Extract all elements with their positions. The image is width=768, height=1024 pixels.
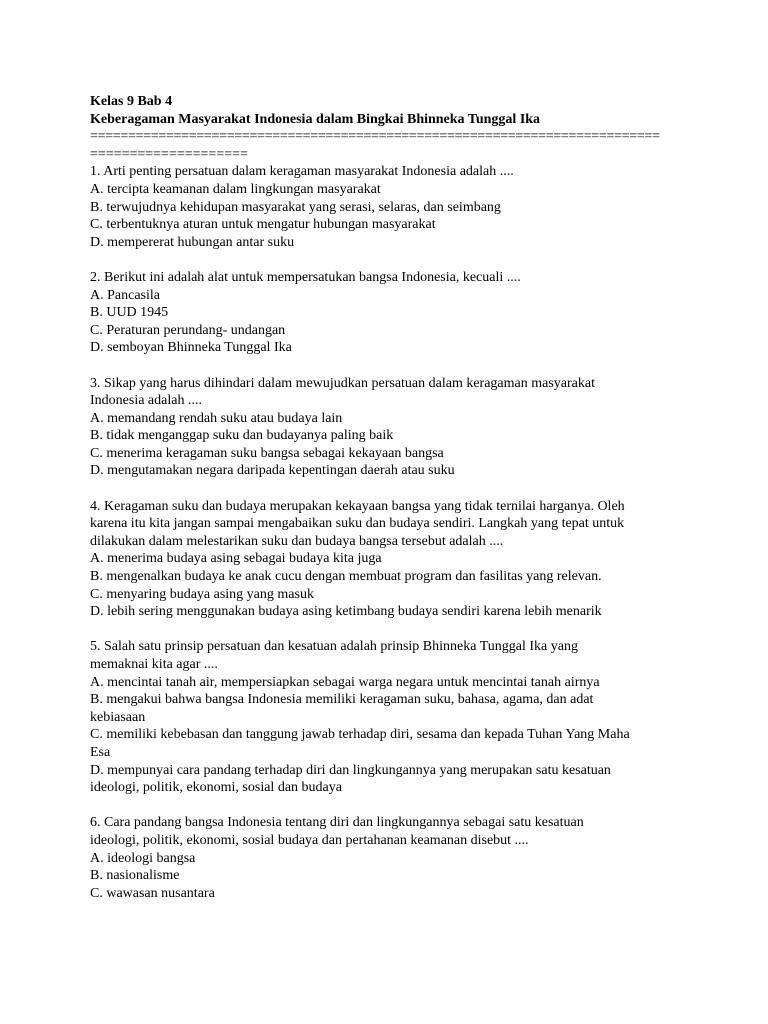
document-page <box>90 93 690 920</box>
answer-option: B. mengenalkan budaya ke anak cucu dengan membuat program dan fasilitas yang relevan. <box>90 569 602 585</box>
question-block <box>90 375 690 481</box>
question-block <box>90 814 690 902</box>
document-title: Keberagaman Masyarakat Indonesia dalam Bingkai Bhinneka Tunggal Ika <box>90 111 541 127</box>
answer-option: ideologi, politik, ekonomi, sosial dan budaya <box>90 780 342 796</box>
question-text: dilakukan dalam melestarikan suku dan budaya bangsa tersebut adalah .... <box>90 533 504 549</box>
question-text: karena itu kita jangan sampai mengabaikan suku dan budaya sendiri. Langkah yang tepat untuk <box>90 516 625 532</box>
answer-option: B. tidak menganggap suku dan budayanya paling baik <box>90 428 394 444</box>
question-block <box>90 638 690 796</box>
answer-option: Esa <box>90 744 111 760</box>
answer-option: D. semboyan Bhinneka Tunggal Ika <box>90 340 292 356</box>
answer-option: C. terbentuknya aturan untuk mengatur hubungan masyarakat <box>90 217 436 233</box>
question-text: 2. Berikut ini adalah alat untuk mempersatukan bangsa Indonesia, kecuali .... <box>90 269 521 285</box>
question-text: 5. Salah satu prinsip persatuan dan kesatuan adalah prinsip Bhinneka Tunggal Ika yang <box>90 639 578 655</box>
answer-option: C. menerima keragaman suku bangsa sebagai kekayaan bangsa <box>90 445 444 461</box>
answer-option: kebiasaan <box>90 709 146 725</box>
separator-line: ==================== <box>90 146 248 162</box>
answer-option: D. mengutamakan negara daripada kepentingan daerah atau suku <box>90 463 455 479</box>
answer-option: A. menerima budaya asing sebagai budaya kita juga <box>90 551 382 567</box>
answer-option: A. memandang rendah suku atau budaya lain <box>90 410 343 426</box>
class-line: Kelas 9 Bab 4 <box>90 94 173 109</box>
question-list <box>90 163 690 902</box>
question-text: 6. Cara pandang bangsa Indonesia tentang diri dan lingkungannya sebagai satu kesatuan <box>90 815 584 831</box>
question-text: ideologi, politik, ekonomi, sosial budaya dan pertahanan keamanan disebut .... <box>90 832 529 848</box>
question-text: 1. Arti penting persatuan dalam keragaman masyarakat Indonesia adalah .... <box>90 164 514 180</box>
answer-option: B. terwujudnya kehidupan masyarakat yang serasi, selaras, dan seimbang <box>90 199 501 215</box>
question-text: 4. Keragaman suku dan budaya merupakan kekayaan bangsa yang tidak ternilai harganya. Oleh <box>90 498 625 514</box>
answer-option: B. mengakui bahwa bangsa Indonesia memiliki keragaman suku, bahasa, agama, dan adat <box>90 692 594 708</box>
answer-option: A. Pancasila <box>90 287 160 303</box>
answer-option: C. wawasan nusantara <box>90 885 215 901</box>
question-text: Indonesia adalah .... <box>90 393 202 409</box>
answer-option: C. menyaring budaya asing yang masuk <box>90 586 314 602</box>
answer-option: A. tercipta keamanan dalam lingkungan masyarakat <box>90 181 381 197</box>
answer-option: D. mempererat hubungan antar suku <box>90 234 295 250</box>
question-text: 3. Sikap yang harus dihindari dalam mewujudkan persatuan dalam keragaman masyarakat <box>90 375 595 391</box>
answer-option: D. lebih sering menggunakan budaya asing ketimbang budaya sendiri karena lebih menarik <box>90 604 602 620</box>
question-block <box>90 498 690 621</box>
answer-option: C. memiliki kebebasan dan tanggung jawab terhadap diri, sesama dan kepada Tuhan Yang Maha <box>90 727 630 743</box>
answer-option: B. nasionalisme <box>90 868 180 884</box>
question-text: memaknai kita agar .... <box>90 657 218 672</box>
answer-option: A. ideologi bangsa <box>90 850 196 866</box>
separator-line: =========================================================================== <box>90 129 660 145</box>
answer-option: C. Peraturan perundang- undangan <box>90 322 286 338</box>
question-block <box>90 269 690 357</box>
answer-option: B. UUD 1945 <box>90 305 169 321</box>
question-block <box>90 163 690 251</box>
answer-option: A. mencintai tanah air, mempersiapkan sebagai warga negara untuk mencintai tanah airnya <box>90 674 600 690</box>
answer-option: D. mempunyai cara pandang terhadap diri dan lingkungannya yang merupakan satu kesatuan <box>90 762 611 778</box>
